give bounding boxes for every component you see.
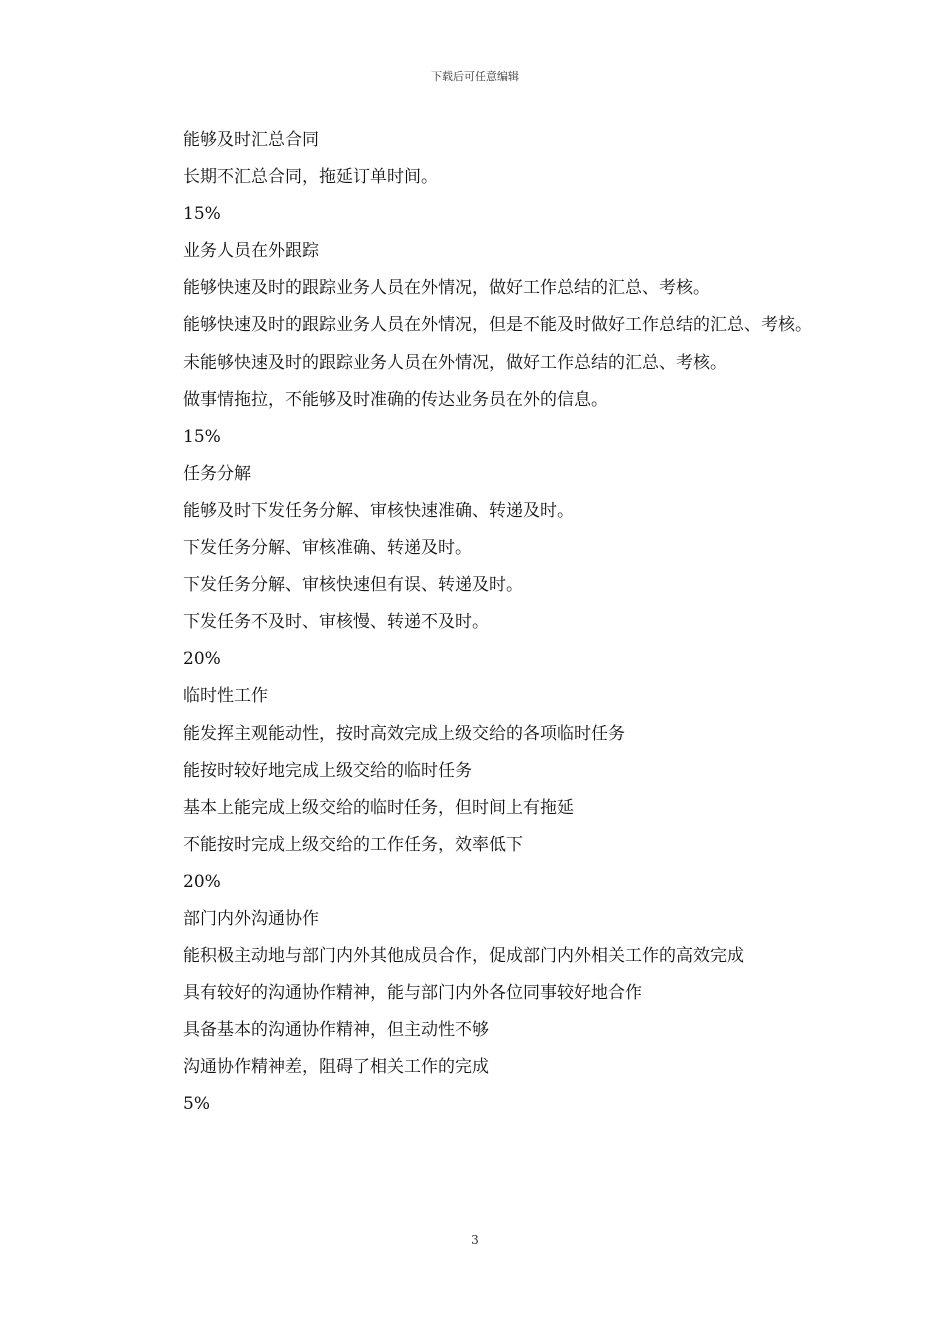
paragraph: 能积极主动地与部门内外其他成员合作，促成部门内外相关工作的高效完成 <box>183 946 744 967</box>
paragraph: 能够快速及时的跟踪业务人员在外情况，做好工作总结的汇总、考核。 <box>183 278 710 299</box>
document-body <box>146 122 820 1124</box>
page-header: 下载后可任意编辑 <box>431 70 519 83</box>
paragraph: 能发挥主观能动性，按时高效完成上级交给的各项临时任务 <box>183 723 625 744</box>
paragraph: 能够及时汇总合同 <box>183 130 319 150</box>
paragraph: 临时性工作 <box>183 686 268 707</box>
paragraph: 具备基本的沟通协作精神，但主动性不够 <box>183 1020 489 1041</box>
paragraph: 长期不汇总合同，拖延订单时间。 <box>183 167 438 188</box>
paragraph: 5% <box>183 1094 210 1115</box>
paragraph: 做事情拖拉，不能够及时准确的传达业务员在外的信息。 <box>183 389 608 410</box>
paragraph: 基本上能完成上级交给的临时任务，但时间上有拖延 <box>183 797 574 818</box>
paragraph: 20% <box>183 649 221 670</box>
paragraph: 能够及时下发任务分解、审核快速准确、转递及时。 <box>183 500 574 521</box>
paragraph: 部门内外沟通协作 <box>183 908 319 929</box>
paragraph: 能够快速及时的跟踪业务人员在外情况，但是不能及时做好工作总结的汇总、考核。 <box>183 315 812 336</box>
paragraph: 业务人员在外跟踪 <box>183 241 319 262</box>
paragraph: 15% <box>183 426 221 447</box>
paragraph: 具有较好的沟通协作精神，能与部门内外各位同事较好地合作 <box>183 983 642 1004</box>
page-number: 3 <box>471 1233 479 1247</box>
paragraph: 能按时较好地完成上级交给的临时任务 <box>183 760 472 781</box>
paragraph: 下发任务分解、审核快速但有误、转递及时。 <box>183 575 523 596</box>
paragraph: 任务分解 <box>183 463 251 484</box>
paragraph: 15% <box>183 204 221 225</box>
paragraph: 不能按时完成上级交给的工作任务，效率低下 <box>183 834 523 855</box>
paragraph: 下发任务分解、审核准确、转递及时。 <box>183 538 472 559</box>
paragraph: 20% <box>183 871 221 892</box>
paragraph: 沟通协作精神差，阻碍了相关工作的完成 <box>183 1057 489 1078</box>
paragraph: 下发任务不及时、审核慢、转递不及时。 <box>183 612 489 633</box>
paragraph: 未能够快速及时的跟踪业务人员在外情况，做好工作总结的汇总、考核。 <box>183 352 727 373</box>
